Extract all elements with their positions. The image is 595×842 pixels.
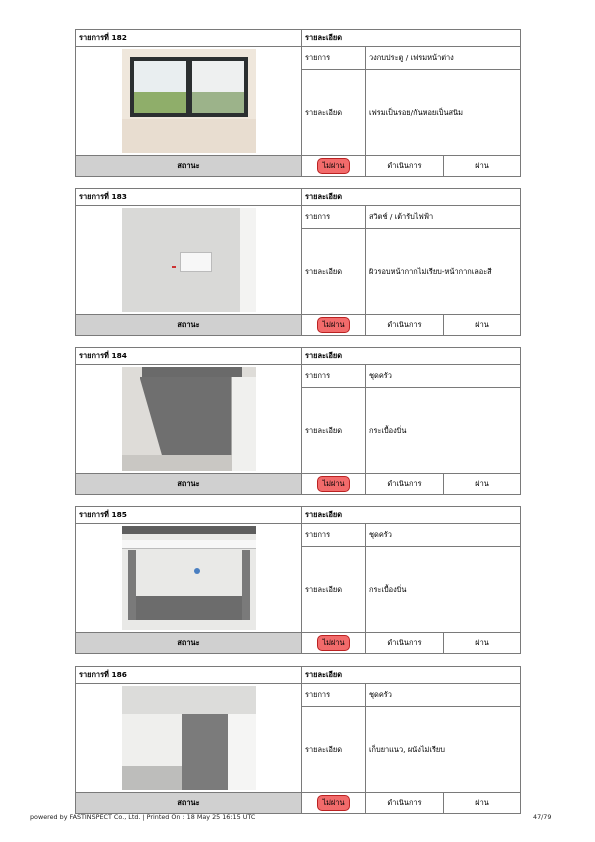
footer-page-number: 47/79 xyxy=(533,813,552,821)
item-number: รายการที่ 183 xyxy=(76,189,302,206)
detail-value: เก็บยาแนว, ผนังไม่เรียบ xyxy=(366,707,521,793)
detail-value: เฟรมเป็นรอย/กันหอยเป็นสนิม xyxy=(366,70,521,156)
status-fail-cell xyxy=(302,633,366,654)
status-inprogress: ดำเนินการ xyxy=(366,474,444,495)
status-fail-badge: ไม่ผ่าน xyxy=(317,158,349,174)
status-inprogress: ดำเนินการ xyxy=(366,633,444,654)
item-label: รายการ xyxy=(302,684,366,707)
detail-header: รายละเอียด xyxy=(302,189,521,206)
detail-label: รายละเอียด xyxy=(302,229,366,315)
status-pass: ผ่าน xyxy=(444,793,521,814)
detail-header: รายละเอียด xyxy=(302,667,521,684)
status-fail-cell xyxy=(302,315,366,336)
item-number: รายการที่ 186 xyxy=(76,667,302,684)
item-value: วงกบประตู / เฟรมหน้าต่าง xyxy=(366,47,521,70)
status-inprogress: ดำเนินการ xyxy=(366,315,444,336)
status-pass: ผ่าน xyxy=(444,474,521,495)
status-fail-badge: ไม่ผ่าน xyxy=(317,795,349,811)
status-label: สถานะ xyxy=(76,793,302,814)
item-number: รายการที่ 185 xyxy=(76,507,302,524)
status-fail-badge: ไม่ผ่าน xyxy=(317,317,349,333)
detail-label: รายละเอียด xyxy=(302,547,366,633)
detail-value: กระเบื้องบิ่น xyxy=(366,547,521,633)
item-label: รายการ xyxy=(302,524,366,547)
status-fail-badge: ไม่ผ่าน xyxy=(317,476,349,492)
item-value: สวิตช์ / เต้ารับไฟฟ้า xyxy=(366,206,521,229)
photo-cell xyxy=(76,365,302,474)
item-value: ชุดครัว xyxy=(366,365,521,388)
photo-cell xyxy=(76,524,302,633)
status-pass: ผ่าน xyxy=(444,156,521,177)
detail-value: กระเบื้องบิ่น xyxy=(366,388,521,474)
inspection-item-182 xyxy=(75,29,520,175)
detail-header: รายละเอียด xyxy=(302,30,521,47)
status-label: สถานะ xyxy=(76,474,302,495)
detail-value: ผิวรอบหน้ากากไม่เรียบ-หน้ากากเลอะสี xyxy=(366,229,521,315)
photo-cell xyxy=(76,684,302,793)
item-value: ชุดครัว xyxy=(366,684,521,707)
inspection-item-185 xyxy=(75,506,520,652)
detail-header: รายละเอียด xyxy=(302,348,521,365)
status-fail-cell xyxy=(302,156,366,177)
item-number: รายการที่ 184 xyxy=(76,348,302,365)
status-fail-badge: ไม่ผ่าน xyxy=(317,635,349,651)
detail-header: รายละเอียด xyxy=(302,507,521,524)
status-label: สถานะ xyxy=(76,156,302,177)
inspection-item-184 xyxy=(75,347,520,493)
photo-kitchen-corner xyxy=(122,686,256,790)
item-label: รายการ xyxy=(302,47,366,70)
item-number: รายการที่ 182 xyxy=(76,30,302,47)
photo-cell xyxy=(76,47,302,156)
photo-window-frame xyxy=(122,49,256,153)
status-fail-cell xyxy=(302,793,366,814)
status-pass: ผ่าน xyxy=(444,315,521,336)
item-value: ชุดครัว xyxy=(366,524,521,547)
status-label: สถานะ xyxy=(76,315,302,336)
inspection-item-183 xyxy=(75,188,520,334)
item-label: รายการ xyxy=(302,206,366,229)
detail-label: รายละเอียด xyxy=(302,70,366,156)
footer-printed-on: powered by FASTINSPECT Co., Ltd. | Printed On : 18 May 25 16:15 UTC xyxy=(30,813,256,821)
detail-label: รายละเอียด xyxy=(302,388,366,474)
item-label: รายการ xyxy=(302,365,366,388)
status-pass: ผ่าน xyxy=(444,633,521,654)
photo-outlet xyxy=(122,208,256,312)
inspection-item-186 xyxy=(75,666,520,812)
status-label: สถานะ xyxy=(76,633,302,654)
photo-kitchen-counter xyxy=(122,367,256,471)
photo-kitchen-cabinet xyxy=(122,526,256,630)
detail-label: รายละเอียด xyxy=(302,707,366,793)
status-fail-cell xyxy=(302,474,366,495)
status-inprogress: ดำเนินการ xyxy=(366,156,444,177)
status-inprogress: ดำเนินการ xyxy=(366,793,444,814)
photo-cell xyxy=(76,206,302,315)
